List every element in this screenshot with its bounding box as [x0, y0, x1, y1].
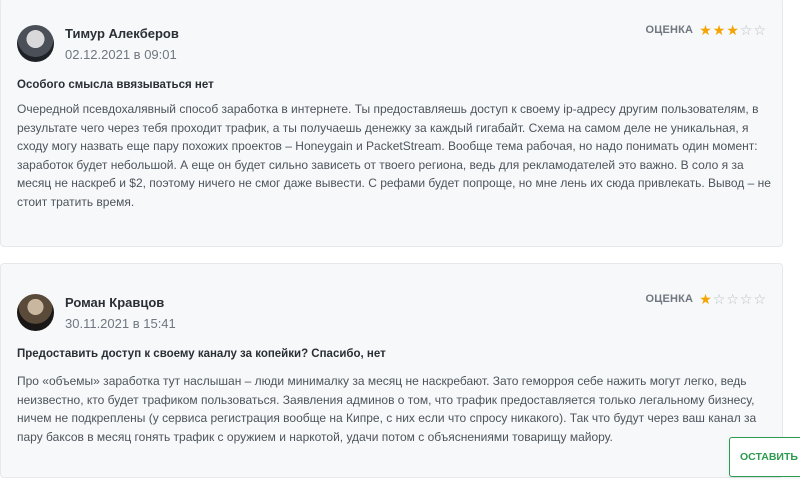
rating-label: ОЦЕНКА — [645, 293, 694, 305]
star-filled-icon: ★ — [712, 22, 726, 38]
star-filled-icon: ★ — [699, 22, 712, 38]
star-empty-icon: ☆ — [753, 291, 766, 307]
review-card — [0, 263, 783, 478]
review-date: 02.12.2021 в 09:01 — [65, 47, 177, 62]
avatar[interactable] — [17, 25, 54, 62]
review-title: Особого смысла ввязываться нет — [17, 79, 214, 91]
review-author[interactable]: Тимур Алекберов — [65, 26, 179, 41]
review-author[interactable]: Роман Кравцов — [65, 295, 165, 310]
review-body: Про «объемы» заработка тут наслышан – люди минималку за месяц не наскребают. Зато геморроя себе нажить могут легко, ведь неизвестно, кто будет трафиком пользоваться. Заявления админов о том, что трафик предоставляется только легальному бизнесу, ничем не подкреплены (у сервиса регистрация вообще на Кипре, с них если что спросу никакого). Так что будут через ваш канал за пару баксов в месяц гонять трафик с оружием и наркотой, удачи потом с объяснениями товарищу майору. — [17, 374, 757, 444]
review-title: Предоставить доступ к своему каналу за копейки? Спасибо, нет — [17, 348, 386, 360]
star-empty-icon: ☆ — [739, 22, 753, 38]
avatar[interactable] — [17, 294, 54, 331]
star-empty-icon: ☆ — [726, 291, 739, 307]
review-rating — [645, 292, 766, 306]
rating-stars — [699, 292, 766, 306]
leave-review-button[interactable]: ОСТАВИТЬ — [729, 437, 800, 477]
rating-label: ОЦЕНКА — [645, 24, 694, 36]
review-body: Очередной псевдохалявный способ заработка в интернете. Ты предоставляешь доступ к своему ip-адресу другим пользователям, в результате чего через тебя проходит трафик, а ты получаешь денежку за каждый гигабайт. Схема на самом деле не уникальная, я сходу могу назвать еще пару похожих проектов – Honeygain и PacketStream. Вообще тема рабочая, но надо понимать один момент: заработок будет небольшой. А еще он будет сильно зависеть от твоего региона, ведь для рекламодателей это важно. В соло я за месяц не наскреб и $2, поэтому ничего не смог даже вывести. С рефами будет попроще, но мне лень их сюда привлекать. Вывод – не стоит тратить время. — [17, 102, 771, 209]
star-filled-icon: ★ — [726, 22, 739, 38]
star-empty-icon: ☆ — [753, 22, 766, 38]
review-rating — [645, 23, 766, 37]
review-date: 30.11.2021 в 15:41 — [65, 316, 176, 331]
star-empty-icon: ☆ — [739, 291, 753, 307]
star-filled-icon: ★ — [699, 291, 712, 307]
rating-stars — [699, 23, 766, 37]
star-empty-icon: ☆ — [712, 291, 726, 307]
